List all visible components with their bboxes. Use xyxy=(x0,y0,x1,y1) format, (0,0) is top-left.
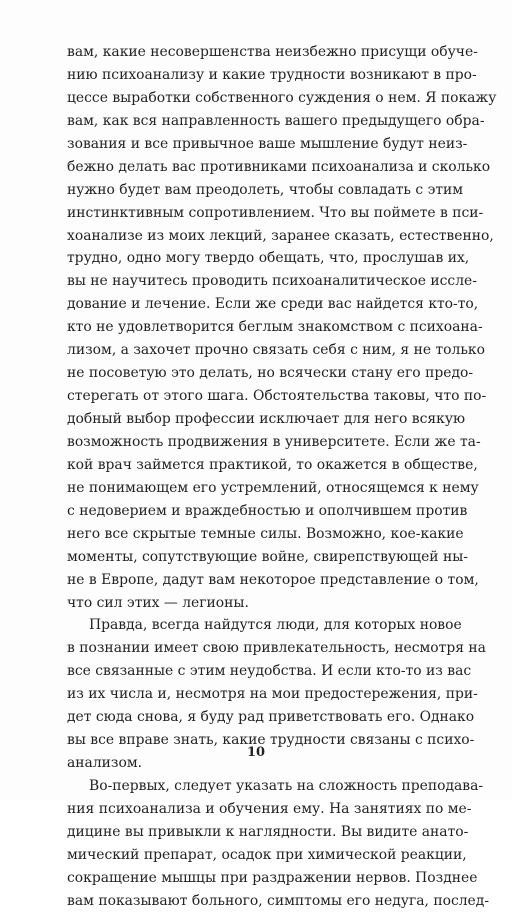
text-line: вы не научитесь проводить психоаналитическое иссле- xyxy=(67,273,477,290)
text-line: лизом, а захочет прочно связать себя с ним, я не только xyxy=(67,342,485,359)
text-line: бежно делать вас противниками психоанализа и сколько xyxy=(67,158,491,175)
text-line: ния психоанализа и обучения ему. На занятиях по ме- xyxy=(67,800,472,817)
text-line: добный выбор профессии исключает для него всякую xyxy=(67,411,466,427)
text-line: нию психоанализу и какие трудности возникают в про- xyxy=(67,66,477,83)
text-line: дицине вы привыкли к наглядности. Вы видите анато- xyxy=(67,823,469,840)
page-number: 10 xyxy=(246,745,266,760)
text-line: вы все вправе знать, какие трудности связаны с психо- xyxy=(67,732,475,749)
text-line: трудно, одно могу твердо обещать, что, прослушав их, xyxy=(67,250,470,267)
paragraph xyxy=(67,41,497,614)
text-line: цессе выработки собственного суждения о нем. Я покажу xyxy=(67,89,497,106)
text-line: кто не удовлетворится беглым знакомством с психоана- xyxy=(67,319,483,336)
text-line: вам, как вся направленность вашего предыдущего обра- xyxy=(67,112,485,129)
text-line: вам, какие несовершенства неизбежно присущи обуче- xyxy=(67,44,478,60)
text-line: дование и лечение. Если же среди вас найдется кто-то, xyxy=(67,296,479,313)
text-line: из их числа и, несмотря на мои предостережения, при- xyxy=(67,686,478,703)
text-line: не понимающем его устремлений, относящемся к нему xyxy=(67,479,479,496)
text-line: что сил этих — легионы. xyxy=(67,594,249,611)
paragraph xyxy=(67,775,490,913)
text-line: дет сюда снова, я буду рад приветствовать его. Однако xyxy=(67,709,475,726)
text-line: хоанализе из моих лекций, заранее сказать, естественно, xyxy=(67,227,494,244)
text-line: кой врач займется практикой, то окажется в обществе, xyxy=(67,456,478,473)
body-text xyxy=(67,41,497,913)
text-line: возможность продвижения в университете. Если же та- xyxy=(67,433,481,450)
text-line: с недоверием и враждебностью и ополчившем против xyxy=(67,502,468,519)
text-line: в познании имеет свою привлекательность, несмотря на xyxy=(67,640,486,657)
text-line: Во-первых, следует указать на сложность преподава- xyxy=(89,778,484,794)
text-line: инстинктивным сопротивлением. Что вы поймете в пси- xyxy=(67,204,484,221)
text-line: нужно будет вам преодолеть, чтобы совладать с этим xyxy=(67,181,464,198)
text-line: зования и все привычное ваше мышление будут неиз- xyxy=(67,135,468,152)
text-line: не в Европе, дадут вам некоторое представление о том, xyxy=(67,571,479,588)
text-line: сокращение мышцы при раздражении нервов. Позднее xyxy=(67,869,478,886)
text-line: анализом. xyxy=(67,755,143,772)
text-line: все связанные с этим неудобства. И если кто-то из вас xyxy=(67,663,472,680)
text-line: вам показывают больного, симптомы его недуга, послед- xyxy=(67,892,490,909)
text-line: моменты, сопутствующие войне, свирепствующей ны- xyxy=(67,548,468,565)
text-line: него все скрытые темные силы. Возможно, кое-какие xyxy=(67,525,464,542)
text-line: Правда, всегда найдутся люди, для которых новое xyxy=(89,617,462,634)
text-line: не посоветую это делать, но всячески стану его предо- xyxy=(67,365,474,382)
text-line: мический препарат, осадок при химической реакции, xyxy=(67,846,467,863)
text-line: стерегать от этого шага. Обстоятельства таковы, что по- xyxy=(67,388,487,405)
